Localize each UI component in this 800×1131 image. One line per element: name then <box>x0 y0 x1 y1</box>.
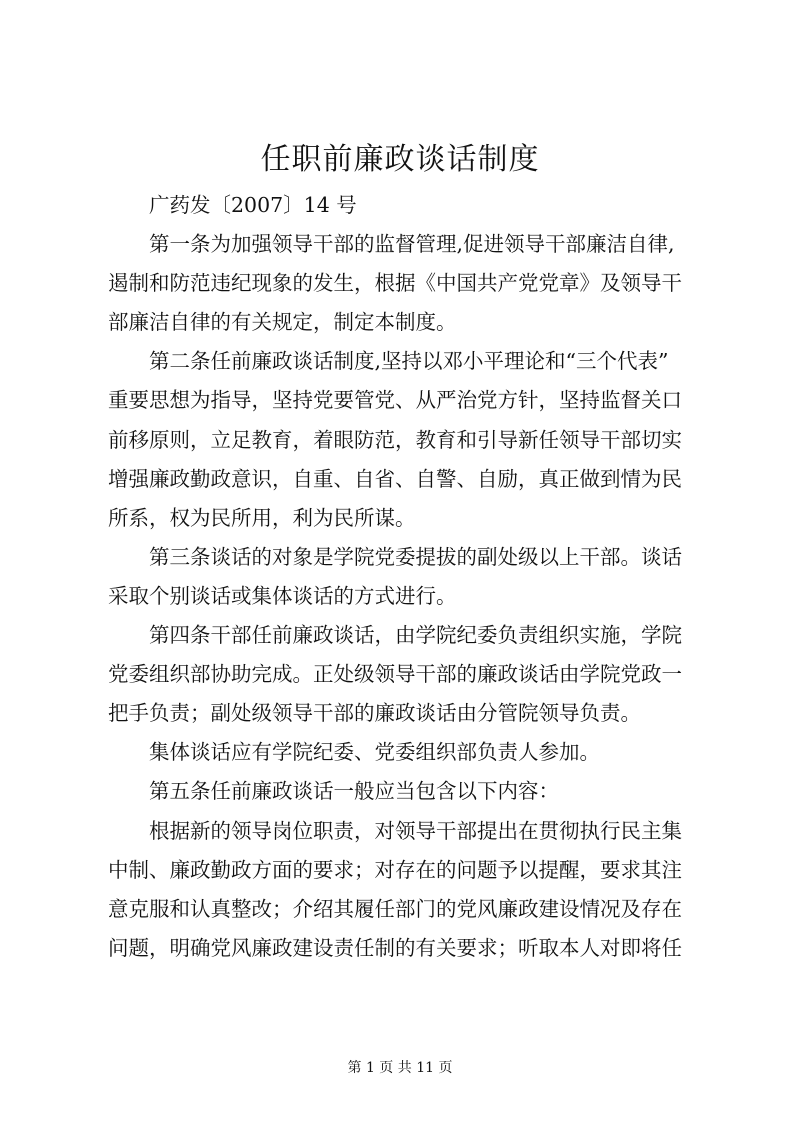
paragraph-article-3 <box>108 538 704 616</box>
paragraph-line: 增强廉政勤政意识，自重、自省、自警、自励，真正做到情为民 <box>108 466 682 491</box>
paragraph-line: 第二条任前廉政谈话制度,坚持以邓小平理论和“三个代表” <box>149 349 669 374</box>
paragraph-collective-talk <box>108 733 704 772</box>
paragraph-line: 第三条谈话的对象是学院党委提拔的副处级以上干部。谈话 <box>149 544 682 569</box>
paragraph-line: 前移原则，立足教育，着眼防范，教育和引导新任领导干部切实 <box>108 427 682 452</box>
paragraph-article-1 <box>108 225 704 342</box>
document-body <box>108 186 704 968</box>
paragraph-line: 遏制和防范违纪现象的发生，根据《中国共产党党章》及领导干 <box>108 271 682 296</box>
paragraph-line: 第五条任前廉政谈话一般应当包含以下内容： <box>149 779 559 804</box>
page-footer: 第 1 页 共 11 页 <box>347 1060 453 1076</box>
paragraph-line: 采取个别谈话或集体谈话的方式进行。 <box>108 583 457 608</box>
doc-number <box>108 186 704 225</box>
paragraph-line: 第一条为加强领导干部的监督管理,促进领导干部廉洁自律, <box>149 232 675 257</box>
paragraph-talk-content <box>108 812 704 968</box>
paragraph-line: 重要思想为指导，坚持党要管党、从严治党方针，坚持监督关口 <box>108 388 682 413</box>
paragraph-article-2 <box>108 342 704 537</box>
paragraph-line: 集体谈话应有学院纪委、党委组织部负责人参加。 <box>149 740 600 765</box>
paragraph-article-5 <box>108 772 704 811</box>
paragraph-line: 把手负责；副处级领导干部的廉政谈话由分管院领导负责。 <box>108 701 641 726</box>
paragraph-line: 第四条干部任前廉政谈话，由学院纪委负责组织实施，学院 <box>149 623 682 648</box>
paragraph-line: 党委组织部协助完成。正处级领导干部的廉政谈话由学院党政一 <box>108 662 682 687</box>
paragraph-line: 意克服和认真整改；介绍其履任部门的党风廉政建设情况及存在 <box>108 896 682 921</box>
paragraph-line: 问题，明确党风廉政建设责任制的有关要求；听取本人对即将任 <box>108 935 682 960</box>
document-title: 任职前廉政谈话制度 <box>260 142 540 177</box>
paragraph-line: 根据新的领导岗位职责，对领导干部提出在贯彻执行民主集 <box>149 818 682 843</box>
paragraph-line: 部廉洁自律的有关规定，制定本制度。 <box>108 310 457 335</box>
paragraph-article-4 <box>108 616 704 733</box>
paragraph-line: 中制、廉政勤政方面的要求；对存在的问题予以提醒，要求其注 <box>108 857 682 882</box>
doc-number-line: 广药发〔2007〕14 号 <box>149 193 357 217</box>
paragraph-line: 所系，权为民所用，利为民所谋。 <box>108 505 416 530</box>
